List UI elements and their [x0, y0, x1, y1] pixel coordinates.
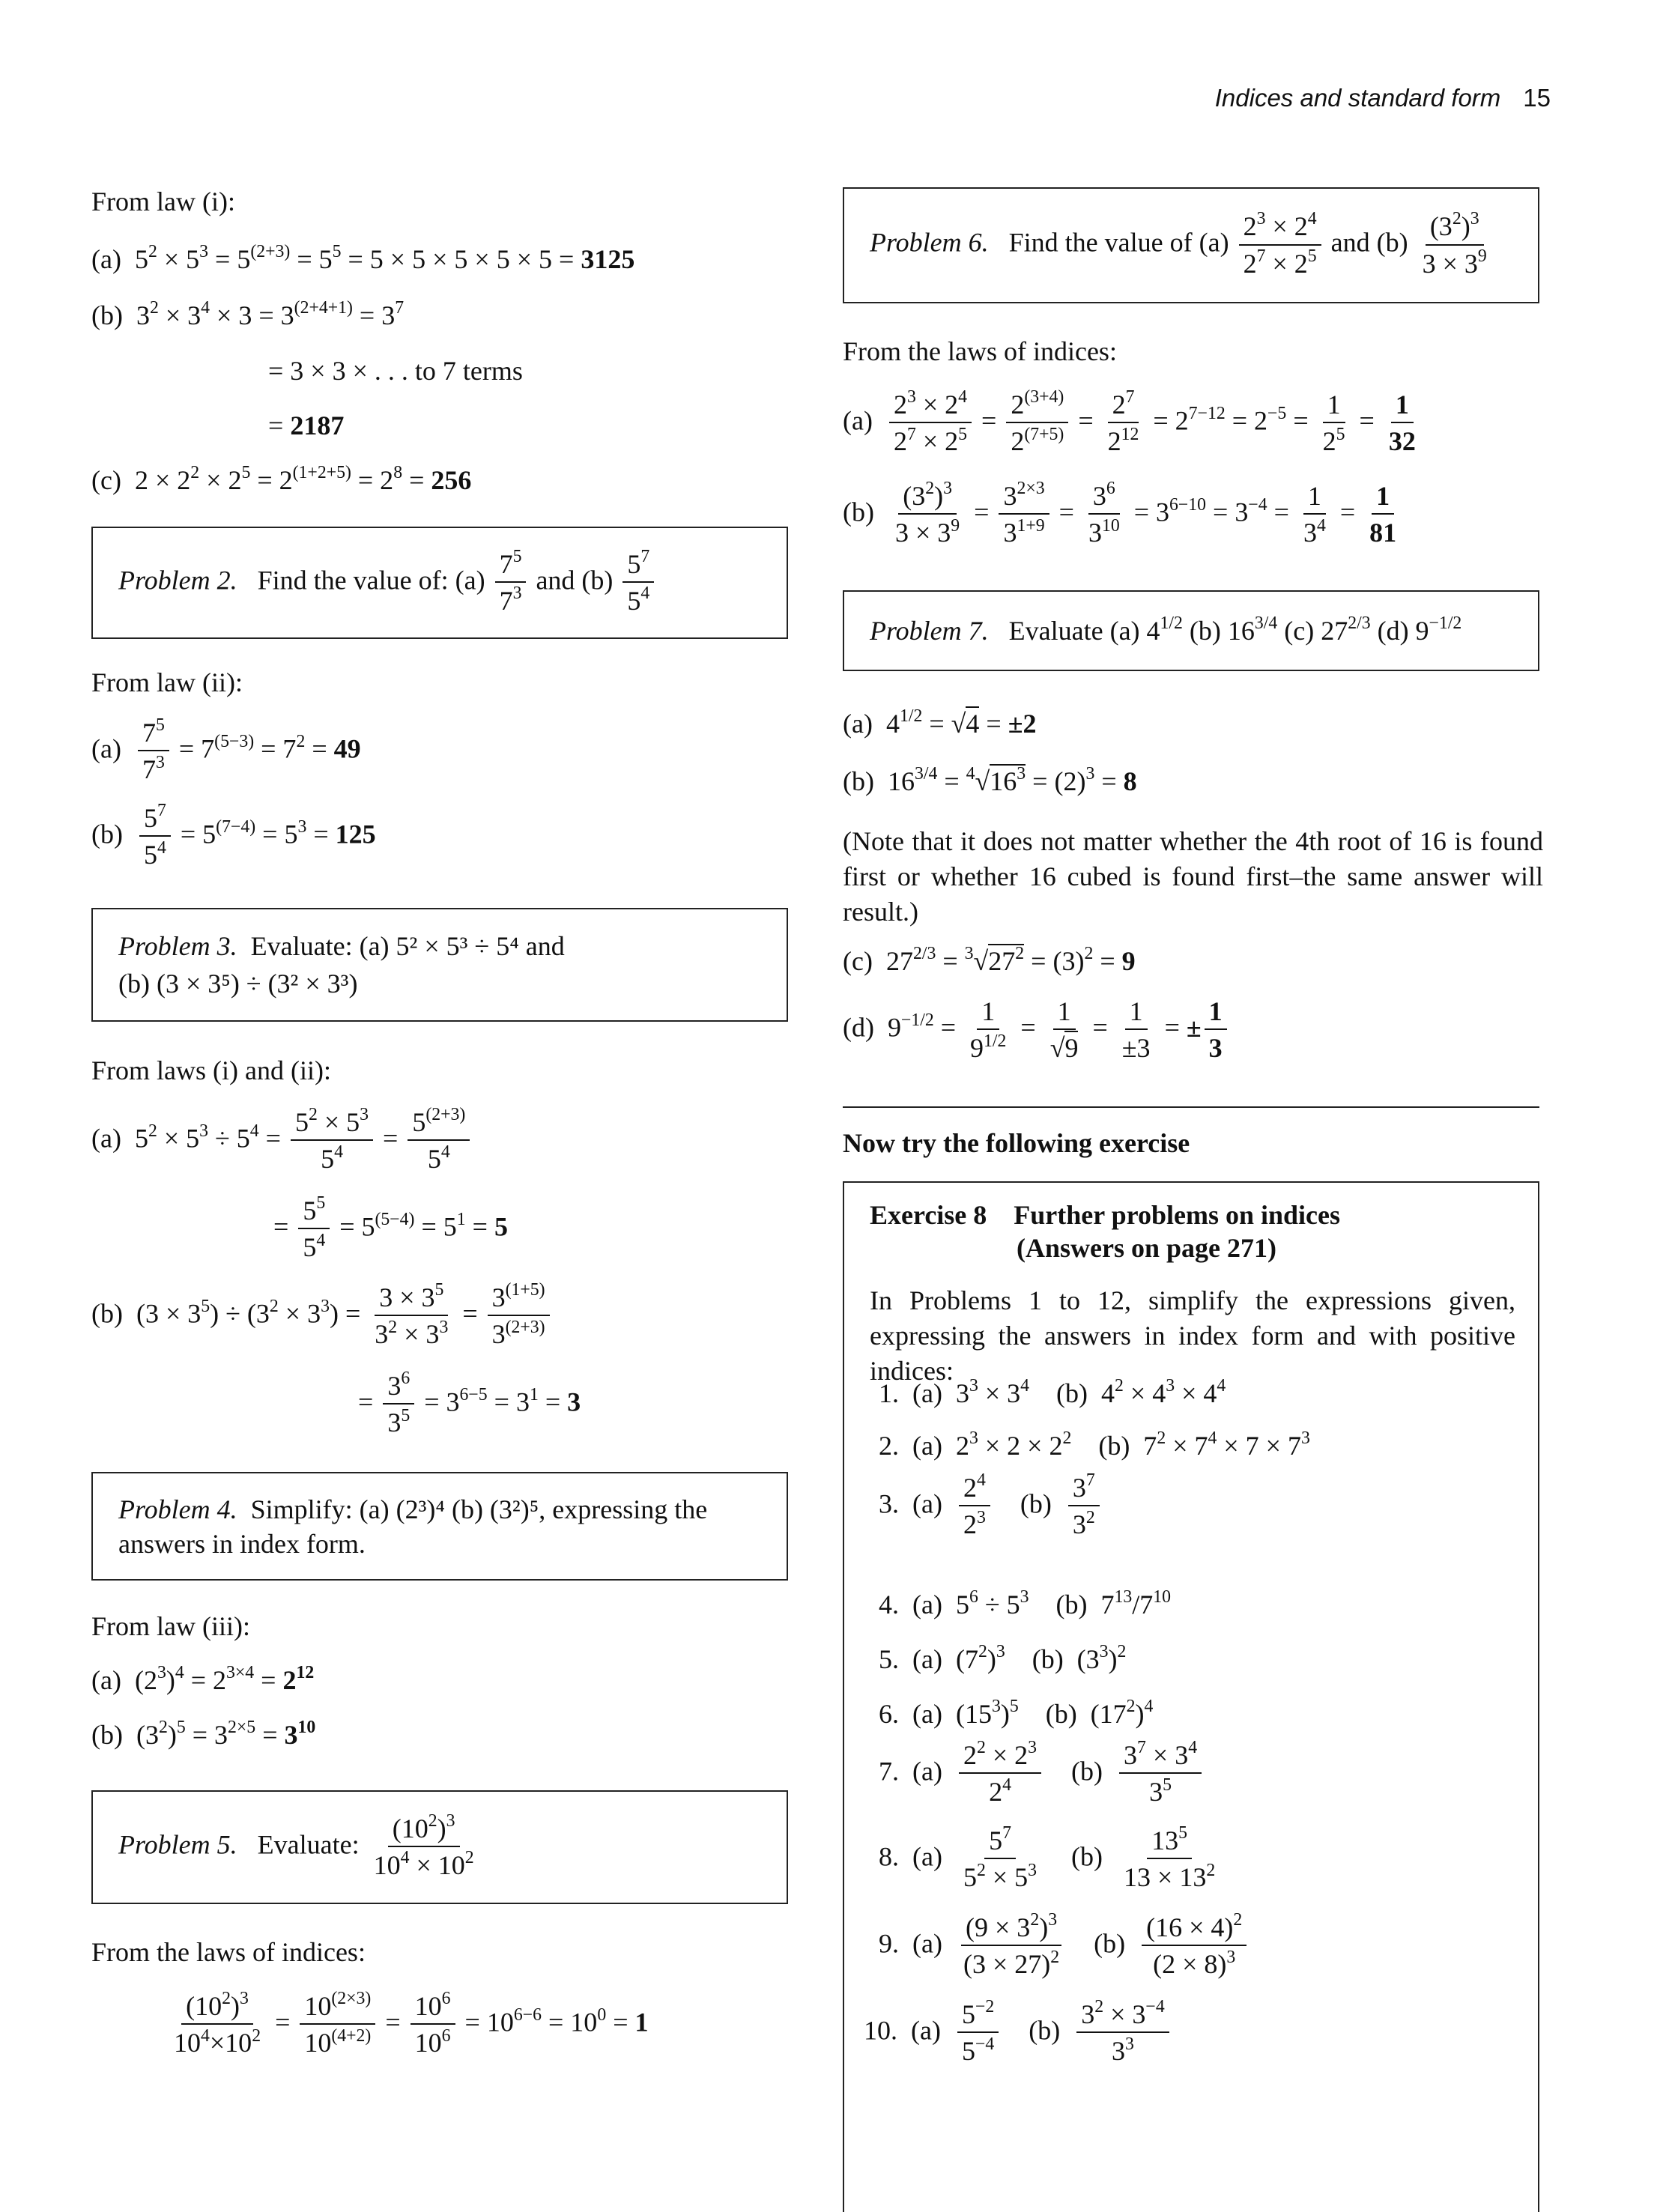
- problem-3-label: Problem 3.: [118, 931, 237, 961]
- p5-solution: $\frac{(10^2)^3}{10^4\times 10^2}$ = $\frac{10^{(2\times 3)}}{10^{(4+2)}}$ = $\frac{10^6}{10^6}$ = $10^{6-6} = 10^0 = 1$: [174, 1989, 649, 2058]
- law-iii-line-a: (a) $(2^3)^4 = 2^{3\times 4} = 2^{12}$: [91, 1663, 315, 1695]
- p3-solution-a: (a) $5^2 \times 5^3 \div 5^4$ = $\frac{5^2 \times 5^3}{5^4}$ = $\frac{5^{(2+3)}}{5^4}$: [91, 1107, 473, 1175]
- exercise-subtitle: Further problems on indices: [1014, 1200, 1340, 1230]
- law-ii-heading: From law (ii):: [91, 667, 243, 697]
- exercise-item-1: 1. (a) $3^3 \times 3^4$ (b) $4^2 \times 4^3 \times 4^4$: [879, 1376, 1226, 1408]
- problem-2-box: Problem 2. Find the value of: (a) $\frac{7^5}{7^3}$ and (b) $\frac{5^7}{5^4}$: [91, 527, 788, 639]
- problem-7-text: Evaluate (a) 4: [1008, 616, 1160, 646]
- law-i-line-c: (c) $2 \times 2^2 \times 2^5 = 2^{(1+2+5)} = 2^8 = 256$: [91, 463, 472, 495]
- p7-solution-d: (d) $9^{-1/2}$ = $\frac{1}{9^{1/2}}$ = $\frac{1}{√9}$ = $\frac{1}{\pm 3}$ = ± $\frac{1}{3}$: [843, 996, 1230, 1064]
- problem-5-text: Evaluate:: [257, 1829, 360, 1860]
- exercise-item-8: 8. (a) $\frac{5^7}{5^2 \times 5^3}$ (b) $\frac{13^5}{13 \times 13^2}$: [879, 1823, 1216, 1893]
- laws-heading-6: From the laws of indices:: [843, 336, 1117, 366]
- note-paragraph: (Note that it does not matter whether the 4th root of 16 is found first or whether 16 cubed is found first–the same answer will result.): [843, 826, 1543, 927]
- problem-4-label: Problem 4.: [118, 1494, 237, 1524]
- problem-7-label: Problem 7.: [870, 616, 989, 646]
- answer-3: 3: [567, 1387, 581, 1417]
- answer-a-den: 32: [1388, 426, 1416, 457]
- answer-5: 5: [494, 1211, 508, 1242]
- problem-2-label: Problem 2.: [118, 565, 237, 596]
- problem-3-text-b: (b) (3 × 3⁵) ÷ (3² × 3³): [118, 969, 358, 999]
- p6-solution-a: (a) $\frac{2^3 \times 2^4}{2^7 \times 2^5}$ = $\frac{2^{(3+4)}}{2^{(7+5)}}$ = $\frac{2^7}{2^{12}}$ = $2^{7-12} = 2^{-5}$ = $\frac{1}{2^5}$ = $\frac{1}{32}$: [843, 390, 1423, 458]
- p3-solution-b: (b) $(3 \times 3^5) \div (3^2 \times 3^3)$ = $\frac{3 \times 3^5}{3^2 \times 3^3}$ = $\frac{3^{(1+5)}}{3^{(2+3)}}$: [91, 1282, 553, 1351]
- exercise-item-10: 10. (a) $\frac{5^{-2}}{5^{-4}}$ (b) $\frac{3^2 \times 3^{-4}}{3^3}$: [864, 1999, 1172, 2067]
- section-divider: [843, 1106, 1539, 1108]
- p7-solution-b: (b) $16^{3/4} = ^4√16^3 = (2)^3 = 8$: [843, 764, 1137, 796]
- law-i-heading: From law (i):: [91, 187, 235, 216]
- problem-4-box: [91, 1472, 788, 1581]
- exercise-item-6: 6. (a) $(15^3)^5$ (b) $(17^2)^4$: [879, 1697, 1154, 1729]
- law-i-line-b3: = 2187: [268, 410, 345, 440]
- answer-a-num: 1: [1391, 390, 1414, 423]
- exercise-item-3: 3. (a) $\frac{2^4}{2^3}$ (b) $\frac{3^7}{3^2}$: [879, 1473, 1103, 1541]
- p7-solution-a: (a) $4^{1/2} = √4 = \pm 2$: [843, 706, 1037, 739]
- problem-4-text-a: Simplify: (a) (2³)⁴ (b) (3²)⁵, expressing the: [250, 1494, 708, 1524]
- answer-2187: 2187: [290, 410, 345, 440]
- laws-i-ii-heading: From laws (i) and (ii):: [91, 1055, 331, 1085]
- exercise-item-5: 5. (a) $(7^2)^3$ (b) $(3^3)^2$: [879, 1642, 1127, 1674]
- answer-b-num: 1: [1372, 481, 1394, 515]
- exercise-item-7: 7. (a) $\frac{2^2 \times 2^3}{2^4}$ (b) $\frac{3^7 \times 3^4}{3^5}$: [879, 1740, 1205, 1808]
- try-heading: Now try the following exercise: [843, 1128, 1190, 1158]
- p6-solution-b: (b) $\frac{(3^2)^3}{3 \times 3^9}$ = $\frac{3^{2\times 3}}{3^{1+9}}$ = $\frac{3^6}{3^{10}}$ = $3^{6-10} = 3^{-4}$ = $\frac{1}{3^4}$ = $\frac{1}{81}$: [843, 481, 1404, 549]
- exercise-item-4: 4. (a) $5^6 \div 5^3$ (b) $7^{13}/7^{10}$: [879, 1587, 1171, 1619]
- answer-9: 9: [1121, 946, 1136, 976]
- running-header: [1215, 84, 1551, 112]
- answer-49: 49: [333, 733, 361, 764]
- problem-5-label: Problem 5.: [118, 1829, 237, 1860]
- problem-3-text-a: Evaluate: (a) 5² × 5³ ÷ 5⁴ and: [250, 931, 565, 961]
- page-number: 15: [1523, 84, 1551, 112]
- problem-7-box: Problem 7. Evaluate (a) $4^{1/2}$ (b) $16^{3/4}$ (c) $27^{2/3}$ (d) $9^{-1/2}$: [843, 590, 1539, 671]
- problem-2-text: Find the value of: (a): [257, 565, 485, 596]
- answer-3125: 3125: [581, 244, 635, 274]
- p3-solution-b2: = $\frac{3^6}{3^5}$ = $3^{6-5} = 3^1 = 3$: [358, 1369, 581, 1438]
- header-title: Indices and standard form: [1214, 84, 1501, 112]
- problem-3-box: [91, 908, 788, 1022]
- answer-256: 256: [431, 465, 472, 495]
- exercise-answers-ref: (Answers on page 271): [1017, 1233, 1276, 1263]
- answer-1: 1: [634, 2007, 649, 2037]
- exercise-item-2: 2. (a) $2^3 \times 2 \times 2^2$ (b) $7^2 \times 7^4 \times 7 \times 7^3$: [879, 1428, 1310, 1461]
- law-ii-line-b: (b) $\frac{5^7}{5^4}$ = $5^{(7-4)} = 5^3 = 125$: [91, 801, 376, 870]
- law-i-line-b: (b) $3^2 \times 3^4 \times 3 = 3^{(2+4+1)} = 3^7$: [91, 298, 405, 330]
- law-iii-line-b: (b) $(3^2)^5 = 3^{2\times 5} = 3^{10}$: [91, 1718, 316, 1750]
- exercise-intro: In Problems 1 to 12, simplify the expressions given, expressing the answers in index form and with positive indices:: [870, 1285, 1515, 1386]
- problem-6-box: Problem 6. Find the value of (a) $\frac{2^3 \times 2^4}{2^7 \times 2^5}$ and (b) $\frac{(3^2)^3}{3 \times 3^9}$: [843, 187, 1539, 303]
- problem-5-box: Problem 5. Evaluate: $\frac{(10^2)^3}{10^4 \times 10^2}$: [91, 1790, 788, 1904]
- answer-b-den: 81: [1369, 518, 1397, 548]
- p3-solution-a2: = $\frac{5^5}{5^4}$ = $5^{(5-4)} = 5^1 = 5$: [273, 1193, 508, 1263]
- exercise-8-box: [843, 1181, 1539, 2212]
- laws-heading-5: From the laws of indices:: [91, 1937, 366, 1967]
- problem-4-text-b: answers in index form.: [118, 1528, 366, 1559]
- answer-pm2: ±2: [1008, 709, 1037, 739]
- law-i-line-b2: = 3 × 3 × . . . to 7 terms: [268, 356, 523, 386]
- p7-solution-c: (c) $27^{2/3} = ^3√27^2 = (3)^2 = 9$: [843, 944, 1136, 976]
- answer-125: 125: [335, 819, 376, 849]
- answer-8: 8: [1123, 766, 1137, 796]
- problem-6-label: Problem 6.: [870, 227, 989, 258]
- exercise-title: Exercise 8: [870, 1200, 987, 1230]
- exercise-item-9: 9. (a) $\frac{(9 \times 3^2)^3}{(3 \times 27)^2}$ (b) $\frac{(16 \times 4)^2}{(2 \times 8)^3}$: [879, 1912, 1249, 1981]
- law-i-line-a: (a) $5^2 \times 5^3 = 5^{(2+3)} = 5^5 = 5 \times 5 \times 5 \times 5 \times 5 = 3125$: [91, 242, 635, 274]
- law-iii-heading: From law (iii):: [91, 1611, 250, 1641]
- law-ii-line-a: (a) $\frac{7^5}{7^3}$ = $7^{(5-3)} = 7^2 = 49$: [91, 715, 361, 785]
- problem-6-text: Find the value of (a): [1008, 227, 1229, 258]
